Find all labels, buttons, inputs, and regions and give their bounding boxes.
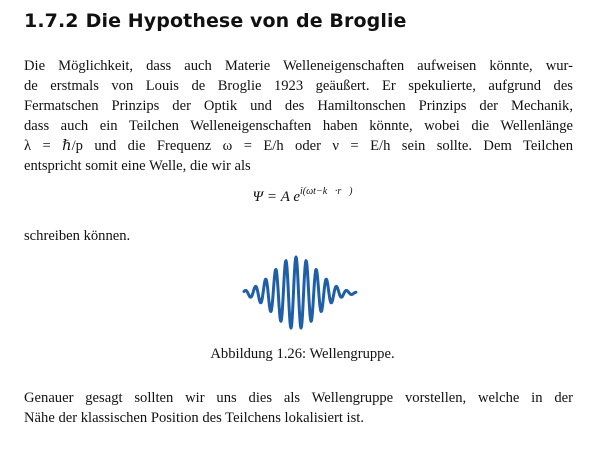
- paragraph-line: Nähe der klassischen Position des Teilchens lokalisiert ist.: [24, 410, 364, 426]
- section-number: 1.7.2: [24, 10, 79, 32]
- paragraph-intro: [24, 56, 573, 176]
- paragraph-conclusion: [24, 388, 573, 428]
- paragraph-line: Fermatschen Prinzips der Optik und des Hamiltonschen Prinzips der Mechanik,: [24, 98, 573, 114]
- paragraph-line: Genauer gesagt sollten wir uns dies als Wellengruppe vorstellen, welche in der: [24, 390, 573, 406]
- paragraph-line: de erstmals von Louis de Broglie 1923 geäußert. Er spekulierte, aufgrund des: [24, 78, 573, 94]
- section-title: Die Hypothese von de Broglie: [85, 10, 407, 32]
- wave-equation: [0, 186, 605, 206]
- paragraph-line: entspricht somit eine Welle, die wir als: [24, 158, 251, 174]
- equation-base: Ψ = A e: [252, 189, 301, 205]
- section-heading: [24, 10, 407, 32]
- paragraph-schreiben: [24, 226, 573, 246]
- wave-packet-figure: [240, 252, 360, 334]
- equation-exponent: i(ωt−k⃗·r⃗): [300, 186, 353, 197]
- paragraph-line: schreiben können.: [24, 228, 131, 244]
- paragraph-line: λ = ℏ/p und die Frequenz ω = E/h oder ν = E/h sein sollte. Dem Teilchen: [24, 138, 573, 154]
- wave-packet-curve: [244, 257, 356, 328]
- figure-caption: Abbildung 1.26: Wellengruppe.: [210, 346, 395, 362]
- paragraph-line: Die Möglichkeit, dass auch Materie Welleneigenschaften aufweisen könnte, wur-: [24, 58, 573, 74]
- paragraph-line: dass auch ein Teilchen Welleneigenschaften haben könnte, wobei die Wellenlänge: [24, 118, 573, 134]
